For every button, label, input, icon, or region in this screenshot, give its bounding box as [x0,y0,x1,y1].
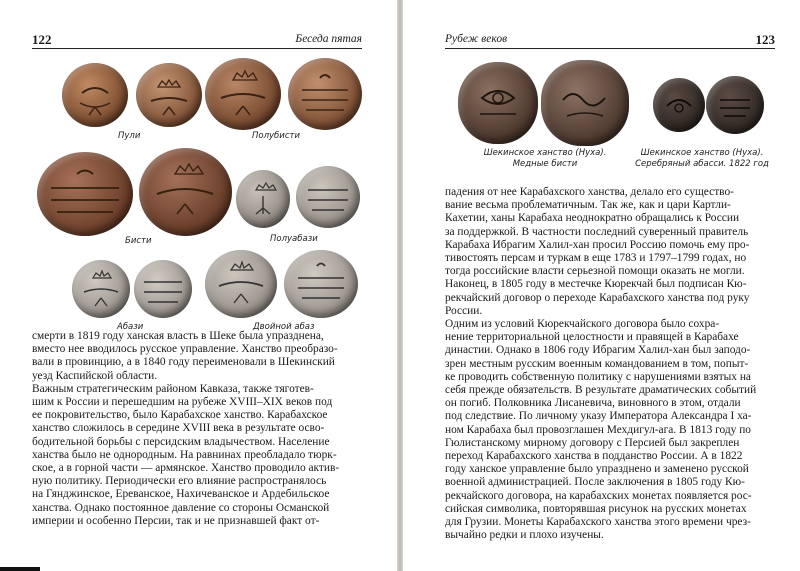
caption-polubisti: Полубисти [252,131,300,141]
caption-puli: Пули [118,131,141,141]
caption-double-abaz: Двойной абаз [253,322,315,332]
caption-abazi: Абази [117,322,144,332]
coin-puli-reverse [136,63,202,127]
left-page [0,0,397,571]
coin-double-abaz-reverse [284,250,358,318]
coin-sheki-abasi-obverse [653,78,705,132]
caption-sheki-bisti [465,148,625,170]
coin-sheki-abasi-reverse [706,76,764,134]
right-page [403,0,800,571]
caption-bisti: Бисти [125,236,152,246]
coin-sheki-bisti-reverse [541,60,629,146]
left-running-head: Беседа пятая [295,33,362,45]
coin-abazi-reverse [134,260,192,318]
right-body-text: падения от нее Карабахского ханства, делало его существо- вание весьма проблематичным. Так же, как и цари Картли- Кахетии, ханы Карабаха неоднократно обращались к России за поддержкой. В частности последний суверенный правитель Карабаха Ибрагим Халил-хан просил Россию помочь ему про- тивостоять персам и туркам в еще 1783 и 1797–1799 годах, но тогда российские власти серьезной помощи оказать не могли. Наконец, в 1805 году в местечке Кюрекчай был подписан Кю- рекчайский договор о переходе Карабахского ханства под руку России. Одним из условий Кюрекчайского договора было сохра- нение территориальной целостности и правящей в Карабахе династии. Однако в 1806 году Ибрагим Халил-хан был заподо- зрен местным русским военным командованием в том, попыт- ке проводить собственную политику с нарушениями взятых на себя прежде обязательств. В результате драматических событий он погиб. Полковника Лисаневича, виновного в этом, отдали под следствие. По личному указу Императора Александра I ха- ном Карабаха был провозглашен Мехдигул-ага. В 1813 году по Гюлистанскому мирному договору с Персией был закреплен переход Карабахского ханства в подданство России. А в 1822 году ханское управление было упразднено и заменено русской военной администрацией. После заключения в 1805 году Кю- рекчайского договора, на карабахских монетах появляется рос- сийская символика, повторявшая рисунок на русских монетах для Грузии. Монеты Карабахского ханства этого времени чрез- вычайно редки и плохо изучены. [445,186,757,542]
caption-poluabazi: Полуабази [270,234,318,244]
page-edge-mark [0,567,40,571]
caption-sheki-abasi-line1: Шекинское ханство (Нуха). [640,148,764,158]
coin-bisti-reverse [139,148,232,236]
coin-abazi-obverse [72,260,130,318]
caption-sheki-abasi [627,148,777,170]
right-running-head: Рубеж веков [445,33,508,45]
coin-sheki-bisti-obverse [458,62,538,144]
coin-polubisti-reverse [288,58,362,130]
left-page-header [32,32,362,49]
right-page-number: 123 [755,32,775,47]
coin-poluabazi-reverse [296,166,360,228]
coin-bisti-obverse [37,152,133,236]
left-page-number: 122 [32,32,52,47]
coin-double-abaz-obverse [205,250,277,318]
coin-polubisti-obverse [205,58,281,130]
left-body-text: смерти в 1819 году ханская власть в Шеке была упразднена, вместо нее вводилось русское управление. Ханство преобразо- вали в провинцию, а в 1840 году переименовали в Шекинский уезд Каспийской области. Важным стратегическим районом Кавказа, также тяготев- шим к России и перешедшим на рубеже XVIII–XIX веков под ее покровительство, было Карабахское ханство. Карабахское ханство сложилось в середине XVIII века в результате осво- бодительной борьбы с персидским владычеством. Население ханства было не однородным. На равнинах преобладало тюрк- ское, а в горной части — армянское. Ханство проводило актив- ную политику. Периодически его влияние распространялось на Гянджинское, Ереванское, Нахичеванское и Ардебильское ханства. Однако постоянное давление со стороны Османской империи и особенно Персии, так и не признавшей факт от- [32,330,340,527]
coin-poluabazi-obverse [236,170,290,228]
right-page-header [445,32,775,49]
caption-sheki-bisti-line2: Медные бисти [512,159,578,169]
caption-sheki-abasi-line2: Серебряный абасси. 1822 год [635,159,769,169]
caption-sheki-bisti-line1: Шекинское ханство (Нуха). [483,148,607,158]
coin-puli-obverse [62,63,128,127]
